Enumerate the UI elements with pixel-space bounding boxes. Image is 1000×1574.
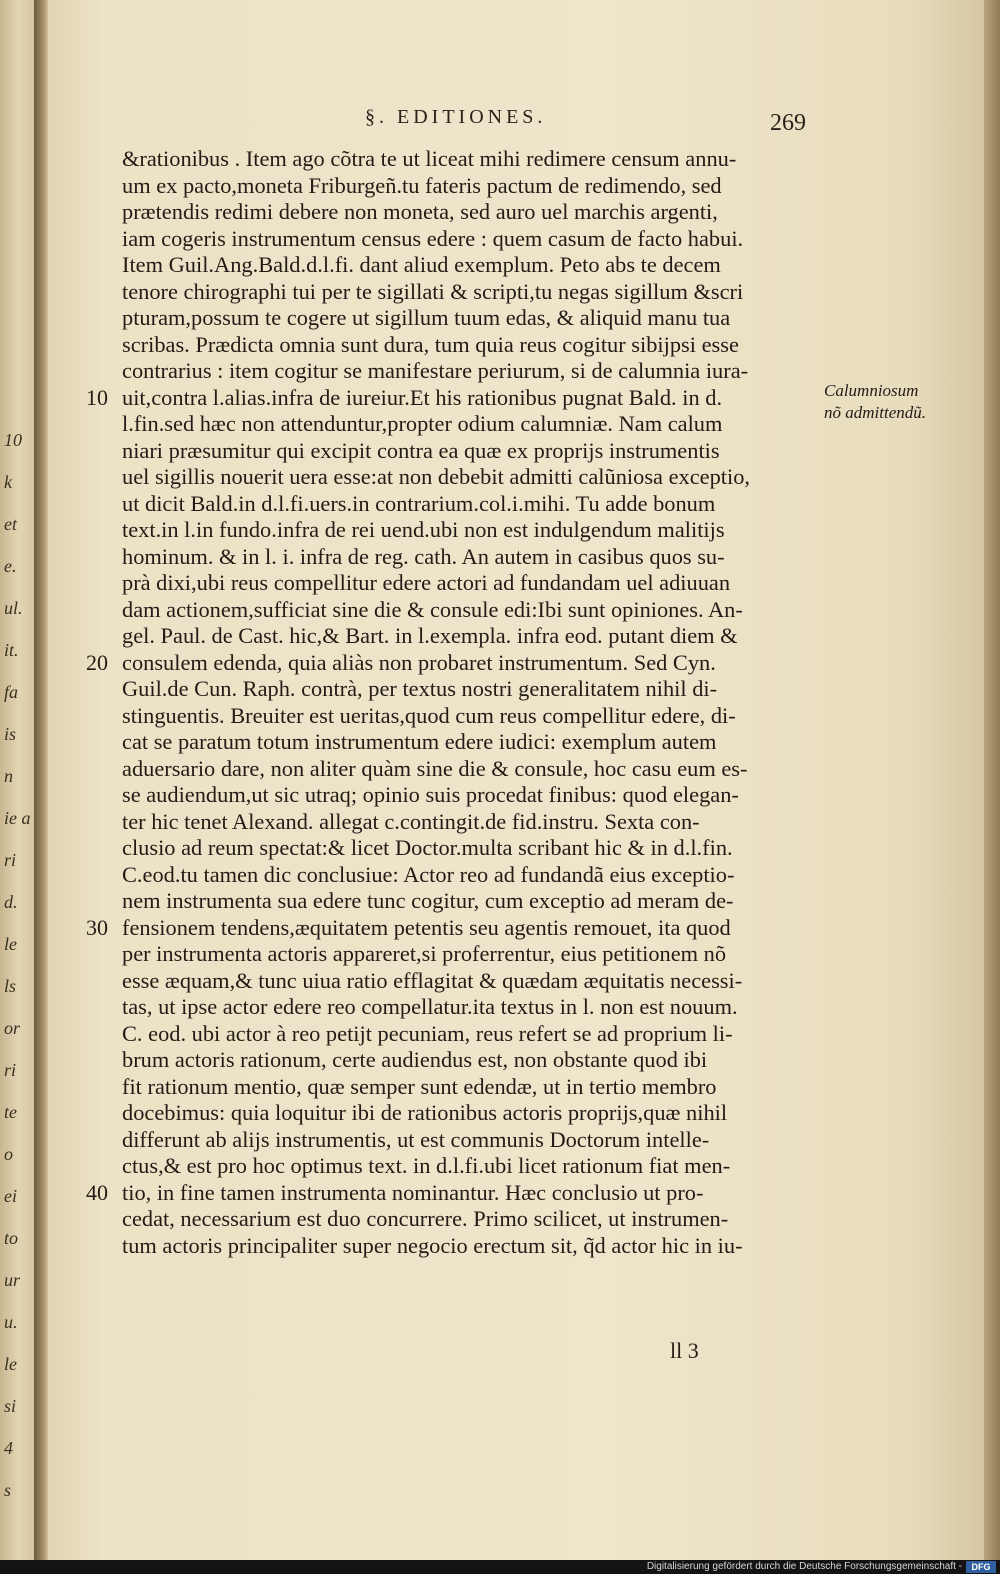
text-line: stinguentis. Breuiter est ueritas,quod cum reus compellitur edere, di- [122, 702, 736, 728]
text-line: tenore chirographi tui per te sigillati & scripti,tu negas sigillum &scri [122, 278, 744, 304]
text-line: cat se paratum totum instrumentum edere iudici: exemplum autem [122, 729, 717, 754]
book-gutter [34, 0, 48, 1560]
text-line: prà dixi,ubi reus compellitur edere actori ad fundandam uel adiuuan [122, 570, 731, 595]
marginal-note [824, 380, 934, 424]
prev-page-fragment: ur [4, 1270, 21, 1290]
line-number: 40 [86, 1179, 108, 1205]
text-line: l.fin.sed hæc non attenduntur,propter odium calumniæ. Nam calum [122, 411, 723, 436]
text-line: brum actoris rationum, certe audiendus est, non obstante quod ibi [122, 1047, 708, 1072]
text-line: iam cogeris instrumentum census edere : quem casum de facto habui. [122, 225, 744, 251]
footer-credit: Digitalisierung gefördert durch die Deutsche Forschungsgemeinschaft - [646, 1561, 962, 1572]
previous-page-edge [0, 0, 34, 1560]
page-number: 269 [770, 110, 806, 136]
body-text [122, 146, 802, 1259]
prev-page-fragment: fa [4, 682, 19, 702]
prev-page-fragment: 10 [4, 430, 22, 450]
prev-page-fragment: s [4, 1480, 12, 1500]
prev-page-fragment: si [4, 1396, 17, 1416]
text-line: uit,contra l.alias.infra de iureiur.Et his rationibus pugnat Bald. in d. [122, 384, 723, 410]
prev-page-fragment: ri [4, 1060, 17, 1080]
text-line: cedat, necessarium est duo concurrere. Primo scilicet, ut instrumen- [122, 1206, 729, 1231]
text-line: scribas. Prædicta omnia sunt dura, tum quia reus cogitur sibijpsi esse [122, 331, 739, 357]
text-line: hominum. & in l. i. infra de reg. cath. An autem in casibus quos su- [122, 543, 725, 569]
text-line: fensionem tendens,æquitatem petentis seu agentis remouet, ita quod [122, 914, 731, 940]
text-line: uel sigillis nouerit uera esse:at non debebit admitti calũniosa exceptio, [122, 464, 751, 489]
text-line: gel. Paul. de Cast. hic,& Bart. in l.exempla. infra eod. putant diem & [122, 623, 738, 648]
prev-page-fragment: it. [4, 640, 19, 660]
prev-page-fragment: d. [4, 892, 18, 912]
prev-page-fragment: et [4, 514, 17, 534]
prev-page-fragment: ul. [4, 598, 23, 618]
text-line: tum actoris principaliter super negocio erectum sit, q̃d actor hic in iu- [122, 1232, 743, 1258]
text-line: consulem edenda, quia aliàs non probaret instrumentum. Sed Cyn. [122, 649, 716, 675]
text-line: contrarius : item cogitur se manifestare periurum, si de calumnia iura- [122, 358, 749, 383]
prev-page-fragment: ls [4, 976, 17, 996]
text-line: differunt ab alijs instrumentis, ut est communis Doctorum intelle- [122, 1126, 710, 1152]
text-line: Guil.de Cun. Raph. contrà, per textus nostri generalitatem nihil di- [122, 676, 718, 701]
prev-page-fragment: le [4, 1354, 17, 1374]
running-head: §. EDITIONES. [365, 106, 547, 128]
text-line: docebimus: quia loquitur ibi de rationibus actoris proprijs,quæ nihil [122, 1100, 728, 1125]
prev-page-fragment: is [4, 724, 17, 744]
text-line: C. eod. ubi actor à reo petijt pecuniam, reus refert se ad proprium li- [122, 1020, 733, 1046]
text-line: ter hic tenet Alexand. allegat c.contingit.de fid.instru. Sexta con- [122, 808, 700, 834]
prev-page-fragment: e. [4, 556, 17, 576]
text-line: tio, in fine tamen instrumenta nominantur. Hæc conclusio ut pro- [122, 1179, 704, 1205]
prev-page-fragment: le [4, 934, 17, 954]
page-edge-shadow [984, 0, 1000, 1560]
text-line: um ex pacto,moneta Friburgeñ.tu fateris pactum de redimendo, sed [122, 172, 722, 198]
text-line: dam actionem,sufficiat sine die & consule edi:Ibi sunt opiniones. An- [122, 596, 743, 622]
text-line: &rationibus . Item ago cõtra te ut liceat mihi redimere censum annu- [122, 146, 737, 171]
prev-page-fragment: k [4, 472, 12, 492]
text-line: niari præsumitur qui excipit contra ea quæ ex proprijs instrumentis [122, 437, 720, 463]
text-line: prætendis redimi debere non moneta, sed auro uel marchis argenti, [122, 199, 718, 224]
prev-page-fragment: u. [4, 1312, 18, 1332]
line-number: 20 [86, 649, 108, 675]
prev-page-fragment: te [4, 1102, 17, 1122]
line-number: 30 [86, 914, 108, 940]
prev-page-fragment: to [4, 1228, 19, 1248]
text-line: se audiendum,ut sic utraq; opinio suis procedat finibus: quod elegan- [122, 782, 739, 807]
prev-page-fragment: or [4, 1018, 21, 1038]
prev-page-fragment: ei [4, 1186, 17, 1206]
prev-page-fragment: ri [4, 850, 17, 870]
prev-page-fragment: o [4, 1144, 13, 1164]
signature-mark: ll 3 [670, 1338, 699, 1363]
text-line: pturam,possum te cogere ut sigillum tuum edas, & aliquid manu tua [122, 305, 731, 330]
marginal-note-line: Calumniosum [824, 381, 919, 400]
text-line: aduersario dare, non aliter quàm sine die & consule, hoc casu eum es- [122, 755, 748, 781]
text-line: clusio ad reum spectat:& licet Doctor.multa scribant hic & in d.l.fin. [122, 835, 733, 860]
dfg-logo: DFG [966, 1561, 996, 1573]
prev-page-fragment: n [4, 766, 13, 786]
text-line: ctus,& est pro hoc optimus text. in d.l.fi.ubi licet rationum fiat men- [122, 1153, 731, 1178]
prev-page-fragment: ie a [4, 808, 31, 828]
line-number: 10 [86, 384, 108, 410]
prev-page-fragment: 4 [4, 1438, 13, 1458]
text-line: nem instrumenta sua edere tunc cogitur, cum exceptio ad meram de- [122, 888, 734, 913]
text-line: C.eod.tu tamen dic conclusiue: Actor reo ad fundandã eius exceptio- [122, 861, 735, 887]
text-line: ut dicit Bald.in d.l.fi.uers.in contrarium.col.i.mihi. Tu adde bonum [122, 490, 716, 516]
marginal-note-line: nõ admittendũ. [824, 403, 926, 422]
text-line: fit rationum mentio, quæ semper sunt edendæ, ut in tertio membro [122, 1073, 717, 1099]
text-line: per instrumenta actoris appareret,si proferrentur, eius petitionem nõ [122, 941, 727, 966]
text-line: text.in l.in fundo.infra de rei uend.ubi non est indulgendum malitijs [122, 517, 725, 542]
text-line: Item Guil.Ang.Bald.d.l.fi. dant aliud exemplum. Peto abs te decem [122, 252, 721, 277]
text-line: esse æquam,& tunc uiua ratio efflagitat & quædam æquitatis necessi- [122, 967, 743, 993]
text-line: tas, ut ipse actor edere reo compellatur.ita textus in l. non est nouum. [122, 994, 738, 1019]
